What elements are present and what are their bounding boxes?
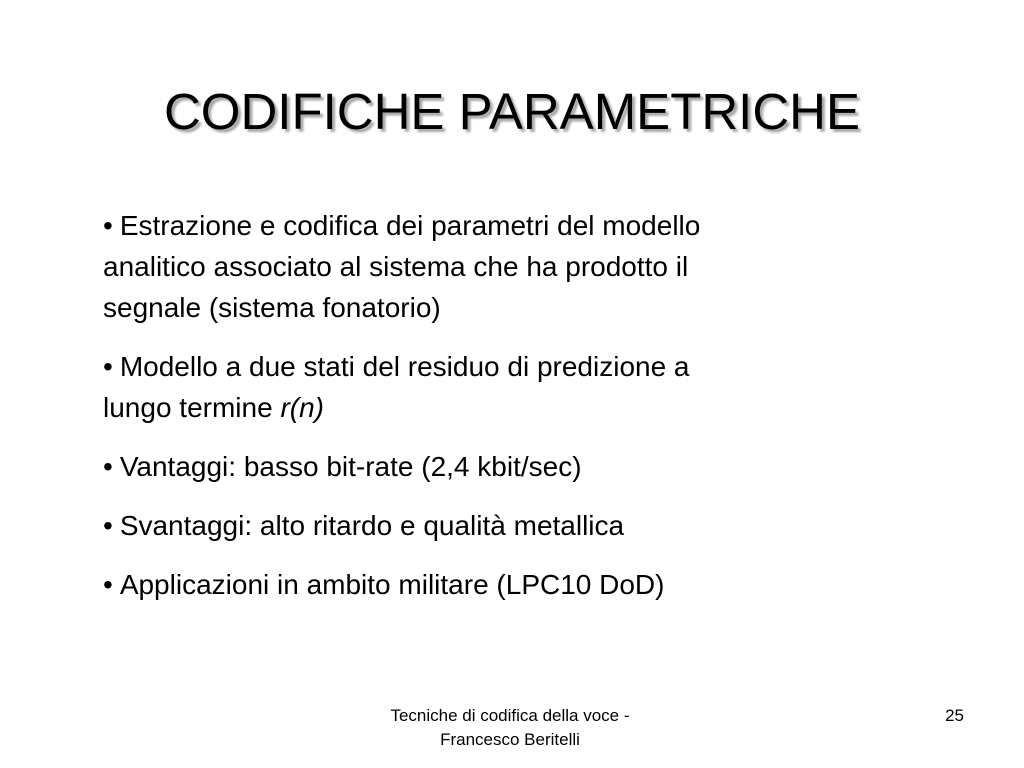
- bullet-marker: •: [103, 510, 113, 541]
- bullet-item: [103, 446, 883, 487]
- bullet-marker: •: [103, 451, 113, 482]
- bullet-item: [103, 346, 883, 428]
- bullet-line: segnale (sistema fonatorio): [103, 292, 441, 323]
- bullet-marker: •: [103, 210, 113, 241]
- slide-footer: [340, 704, 680, 752]
- bullet-item: [103, 505, 883, 546]
- bullet-line: • Estrazione e codifica dei parametri del modello: [103, 210, 701, 241]
- bullet-marker: •: [103, 351, 113, 382]
- page-number: 25: [945, 706, 964, 725]
- bullet-line: • Svantaggi: alto ritardo e qualità metallica: [103, 510, 625, 541]
- slide-title: CODIFICHE PARAMETRICHE: [163, 83, 861, 140]
- bullet-line: • Applicazioni in ambito militare (LPC10 DoD): [103, 569, 665, 600]
- bullet-list: [103, 205, 883, 623]
- bullet-line: • Modello a due stati del residuo di predizione a: [103, 351, 690, 382]
- footer-line: Francesco Beritelli: [440, 730, 580, 749]
- bullet-item: [103, 564, 883, 605]
- bullet-line: • Vantaggi: basso bit-rate (2,4 kbit/sec): [103, 451, 582, 482]
- bullet-line: analitico associato al sistema che ha prodotto il: [103, 251, 689, 282]
- bullet-item: [103, 205, 883, 328]
- italic-term: r(n): [280, 392, 324, 423]
- footer-line: Tecniche di codifica della voce -: [390, 706, 630, 725]
- bullet-line: lungo termine r(n): [103, 392, 324, 423]
- bullet-marker: •: [103, 569, 113, 600]
